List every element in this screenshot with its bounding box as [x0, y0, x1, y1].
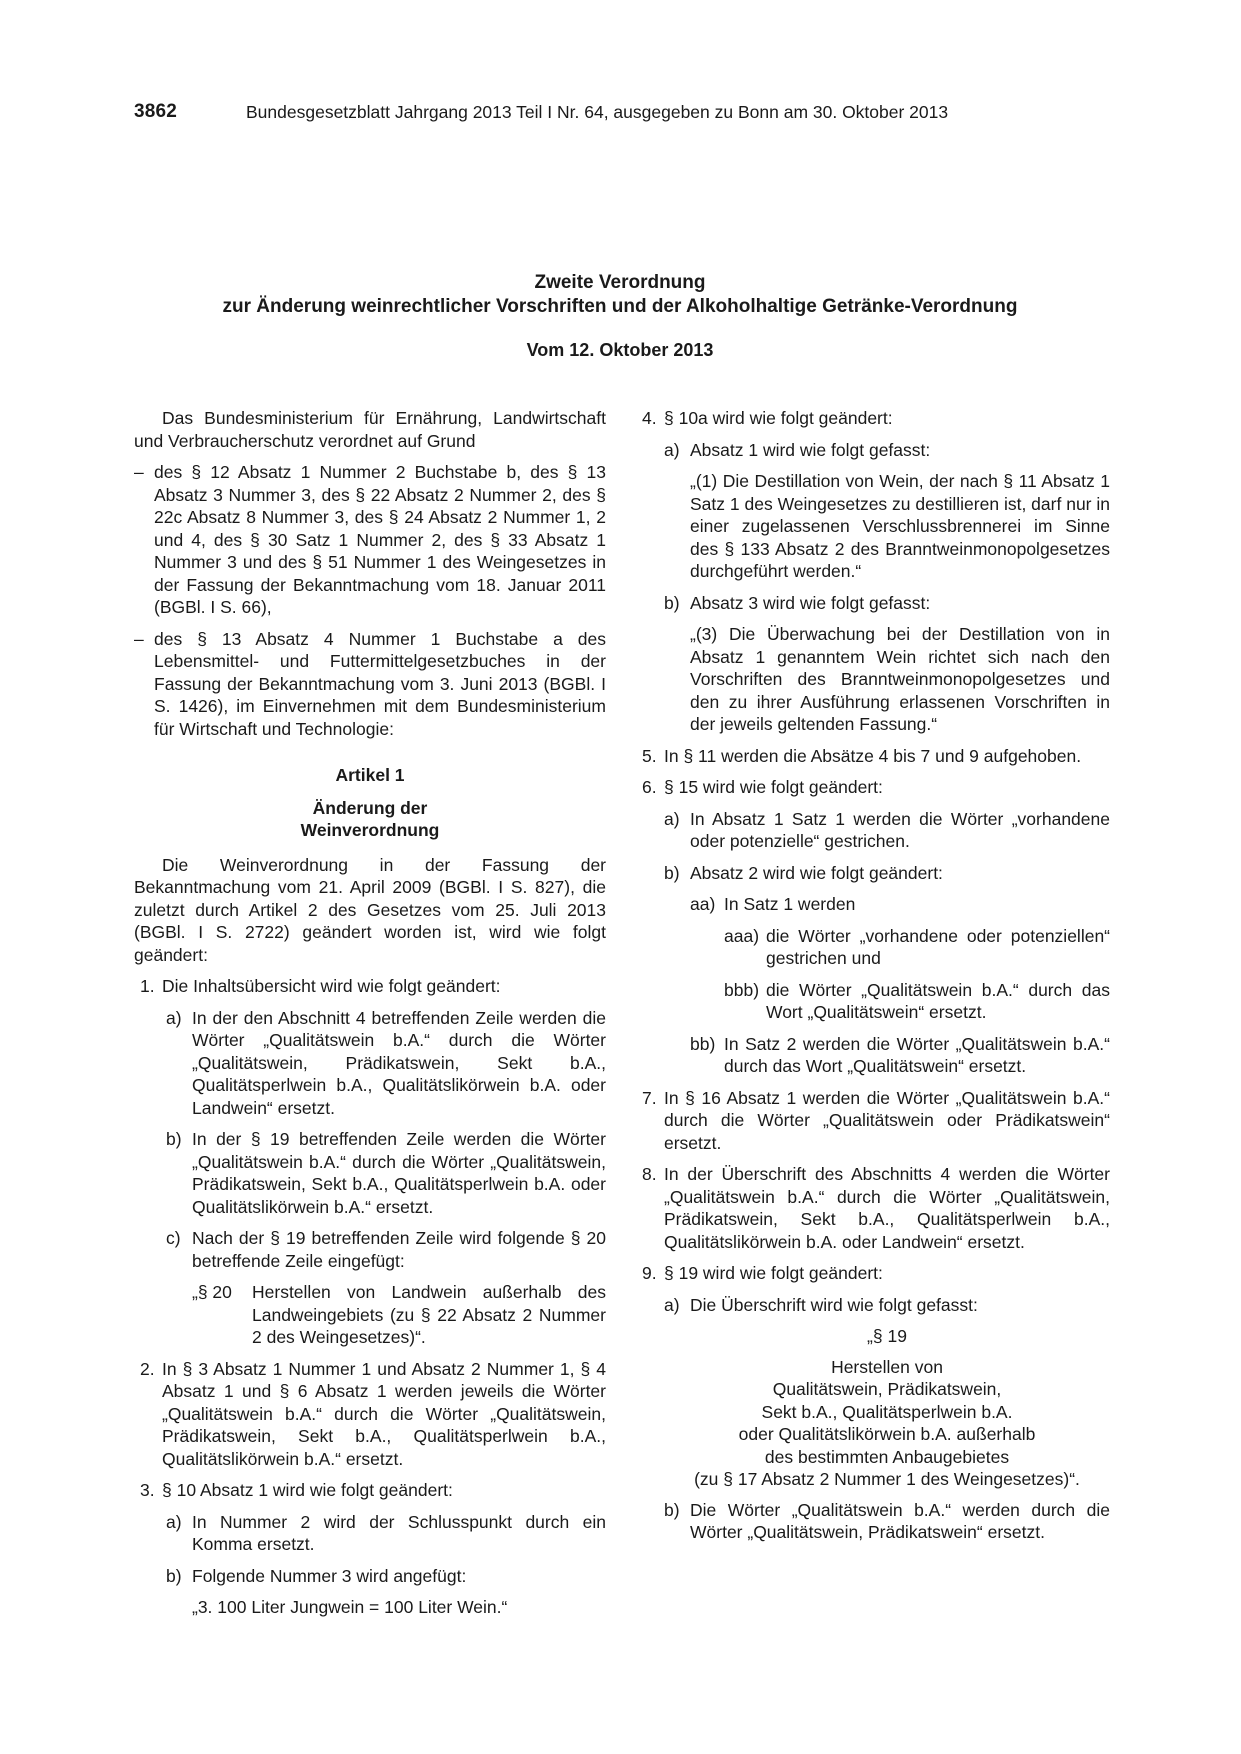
item-number: 3.	[140, 1480, 155, 1500]
dash-marker: –	[134, 628, 144, 649]
sub-sub-item-text: In Satz 2 werden die Wörter „Qualitätswein b.A.“ durch das Wort „Qualitätswein“ ersetzt.	[724, 1033, 1110, 1076]
quoted-heading-line: „§ 19	[867, 1326, 907, 1346]
item-text: § 10a wird wie folgt geändert:	[664, 408, 893, 428]
document-subtitle: zur Änderung weinrechtlicher Vorschriften und der Alkoholhaltige Getränke-Verordnung	[222, 296, 1018, 317]
sub-item-letter: b)	[664, 1499, 680, 1520]
list-item	[642, 1262, 1110, 1285]
quoted-heading-line: Qualitätswein, Prädikatswein,	[772, 1379, 1002, 1399]
sub-item	[166, 1227, 606, 1272]
intro-paragraph: Das Bundesministerium für Ernährung, Landwirtschaft und Verbraucherschutz verordnet auf Grund	[134, 408, 606, 451]
list-item	[642, 745, 1110, 768]
sub-item-text: Nach der § 19 betreffenden Zeile wird folgende § 20 betreffende Zeile eingefügt:	[192, 1228, 606, 1271]
sub-item-text: Absatz 3 wird wie folgt gefasst:	[690, 592, 931, 613]
legal-basis-text: des § 13 Absatz 4 Nummer 1 Buchstabe a des Lebensmittel- und Futtermittelgesetzbuches in der Fassung der Bekanntmachung vom 3. Juni 2013 (BGBl. I S. 1426), im Einvernehmen mit dem Bundesministerium für Wirtschaft und Technologie:	[154, 628, 606, 739]
sub-sub-item-text: In Satz 1 werden	[724, 894, 856, 914]
quoted-text: „3. 100 Liter Jungwein = 100 Liter Wein.“	[192, 1597, 508, 1617]
sub-sub-item	[690, 893, 1110, 916]
sub-item-letter: b)	[664, 592, 680, 613]
item-number: 7.	[642, 1087, 657, 1108]
item-text: Die Inhaltsübersicht wird wie folgt geändert:	[162, 976, 501, 996]
sub-item-text: In der den Abschnitt 4 betreffenden Zeile werden die Wörter „Qualitätswein b.A.“ durch die Wörter „Qualitätswein, Prädikatswein, Sekt b.A., Qualitätsperlwein b.A., Qualitätslikörwein b.A. oder Landwein“ ersetzt.	[192, 1007, 606, 1118]
running-head: Bundesgesetzblatt Jahrgang 2013 Teil I Nr. 64, ausgegeben zu Bonn am 30. Oktober 2013	[246, 102, 949, 122]
sub-item-letter: a)	[166, 1007, 182, 1028]
sub-item-text: Die Überschrift wird wie folgt gefasst:	[690, 1294, 978, 1315]
sub-item-letter: a)	[664, 1294, 680, 1315]
sub-item-letter: b)	[166, 1129, 182, 1149]
list-item	[642, 776, 1110, 799]
list-item	[140, 1479, 606, 1502]
sub-item	[166, 1128, 606, 1218]
sub-item-text: Absatz 2 wird wie folgt geändert:	[690, 862, 943, 883]
item-number: 6.	[642, 777, 657, 797]
sub-item-text: In Nummer 2 wird der Schlusspunkt durch ein Komma ersetzt.	[192, 1511, 606, 1554]
legal-basis-text: des § 12 Absatz 1 Nummer 2 Buchstabe b, des § 13 Absatz 3 Nummer 3, des § 22 Absatz 2 Nummer 2, des § 22c Absatz 8 Nummer 3, des § 24 Absatz 2 Nummer 1, 2 und 4, des § 30 Satz 1 Nummer 2, des § 33 Absatz 1 Nummer 3 und des § 51 Nummer 1 des Weingesetzes in der Fassung der Bekanntmachung vom 18. Januar 2011 (BGBl. I S. 66),	[154, 462, 606, 617]
quoted-toc-line	[192, 1281, 606, 1349]
sub-sub-sub-item-letter: bbb)	[724, 979, 760, 1000]
sub-sub-sub-item-text: die Wörter „vorhandene oder potenziellen“ gestrichen und	[766, 925, 1110, 968]
sub-item	[664, 439, 1110, 462]
left-column	[134, 407, 606, 1628]
quoted-heading-line: (zu § 17 Absatz 2 Nummer 1 des Weingesetzes)“.	[694, 1469, 1080, 1489]
item-number: 4.	[642, 408, 657, 428]
article-subheading-line: Weinverordnung	[300, 820, 440, 840]
item-number: 9.	[642, 1263, 657, 1283]
quoted-section-number: „§ 20	[192, 1282, 232, 1302]
legal-basis-item	[134, 461, 606, 619]
quoted-heading-line: Herstellen von	[831, 1356, 943, 1377]
sub-item-letter: b)	[664, 862, 680, 883]
item-text: In der Überschrift des Abschnitts 4 werden die Wörter „Qualitätswein b.A.“ durch die Wörter „Qualitätswein, Prädikatswein, Sekt b.A., Qualitätsperlwein b.A., Qualitätslikörwein b.A. oder Landwein“ ersetzt.	[664, 1164, 1110, 1252]
article-heading: Artikel 1	[335, 765, 405, 785]
page-number: 3862	[134, 101, 178, 122]
sub-item-text: In Absatz 1 Satz 1 werden die Wörter „vorhandene oder potenzielle“ gestrichen.	[690, 808, 1110, 851]
item-text: In § 3 Absatz 1 Nummer 1 und Absatz 2 Nummer 1, § 4 Absatz 1 und § 6 Absatz 1 werden jeweils die Wörter „Qualitätswein b.A.“ durch die Wörter „Qualitätswein, Prädikatswein, Sekt b.A., Qualitätsperlwein b.A., Qualitätslikörwein b.A.“ ersetzt.	[162, 1358, 606, 1469]
document-date: Vom 12. Oktober 2013	[526, 340, 714, 360]
item-text: § 15 wird wie folgt geändert:	[664, 777, 883, 797]
sub-sub-sub-item-text: die Wörter „Qualitätswein b.A.“ durch das Wort „Qualitätswein“ ersetzt.	[766, 979, 1110, 1022]
quoted-heading-line: Sekt b.A., Qualitätsperlwein b.A.	[761, 1401, 1013, 1422]
sub-item	[664, 1499, 1110, 1544]
quoted-heading-line: des bestimmten Anbaugebietes	[764, 1446, 1010, 1467]
sub-sub-item	[690, 1033, 1110, 1078]
sub-item	[664, 862, 1110, 885]
sub-item-letter: b)	[166, 1565, 182, 1586]
sub-sub-sub-item-letter: aaa)	[724, 925, 760, 946]
quoted-heading	[664, 1325, 1110, 1491]
item-text: In § 16 Absatz 1 werden die Wörter „Qualitätswein b.A.“ durch die Wörter „Qualitätswein oder Prädikatswein“ ersetzt.	[664, 1087, 1110, 1153]
list-item	[642, 1163, 1110, 1253]
sub-sub-sub-item	[724, 979, 1110, 1024]
sub-item	[664, 808, 1110, 853]
dash-marker: –	[134, 462, 144, 482]
quoted-text: „(1) Die Destillation von Wein, der nach § 11 Absatz 1 Satz 1 des Weingesetzes zu destillieren ist, darf nur in einer zugelassenen Verschlussbrennerei im Sinne des § 133 Absatz 2 des Branntweinmonopolgesetzes durchgeführt werden.“	[690, 471, 1110, 581]
sub-item-letter: c)	[166, 1228, 181, 1248]
sub-item-letter: a)	[664, 808, 680, 829]
list-item	[140, 975, 606, 998]
sub-item-letter: a)	[664, 439, 680, 460]
sub-sub-item-letter: aa)	[690, 894, 716, 914]
article-subheading-line: Änderung der	[312, 797, 428, 818]
item-number: 1.	[140, 976, 155, 996]
sub-item	[166, 1565, 606, 1588]
sub-item	[664, 1294, 1110, 1317]
article-intro: Die Weinverordnung in der Fassung der Bekanntmachung vom 21. April 2009 (BGBl. I S. 827), die zuletzt durch Artikel 2 des Gesetzes vom 25. Juli 2013 (BGBl. I S. 2722) geändert worden ist, wird wie folgt geändert:	[134, 854, 606, 965]
item-text: § 10 Absatz 1 wird wie folgt geändert:	[162, 1480, 453, 1500]
list-item	[642, 1087, 1110, 1155]
sub-sub-item-letter: bb)	[690, 1033, 716, 1054]
item-text: In § 11 werden die Absätze 4 bis 7 und 9 aufgehoben.	[664, 745, 1082, 766]
right-column	[642, 407, 1110, 1553]
quoted-text: „(3) Die Überwachung bei der Destillation von in Absatz 1 genanntem Wein richtet sich nach den Vorschriften des Branntweinmonopolgesetzes und den zu ihrer Ausführung erlassenen Vorschriften in der jeweils geltenden Fassung.“	[690, 624, 1110, 734]
list-item	[140, 1358, 606, 1471]
sub-item	[166, 1511, 606, 1556]
sub-item	[664, 592, 1110, 615]
sub-item-text: Die Wörter „Qualitätswein b.A.“ werden durch die Wörter „Qualitätswein, Prädikatswein“ ersetzt.	[690, 1499, 1110, 1542]
item-text: § 19 wird wie folgt geändert:	[664, 1263, 883, 1283]
document-title: Zweite Verordnung	[534, 272, 706, 293]
sub-item-text: In der § 19 betreffenden Zeile werden die Wörter „Qualitätswein b.A.“ durch die Wörter „Qualitätswein, Prädikatswein, Sekt b.A., Qualitätsperlwein b.A. oder Qualitätslikörwein b.A.“ ersetzt.	[192, 1129, 606, 1217]
sub-item-text: Absatz 1 wird wie folgt gefasst:	[690, 439, 931, 460]
item-number: 2.	[140, 1358, 155, 1379]
sub-item	[166, 1007, 606, 1120]
item-number: 5.	[642, 745, 657, 766]
quoted-heading-line: oder Qualitätslikörwein b.A. außerhalb	[738, 1424, 1036, 1444]
article-subheading	[134, 797, 606, 842]
sub-sub-sub-item	[724, 925, 1110, 970]
item-number: 8.	[642, 1164, 657, 1184]
sub-item-text: Folgende Nummer 3 wird angefügt:	[192, 1565, 467, 1586]
sub-item-letter: a)	[166, 1511, 182, 1532]
legal-basis-item	[134, 628, 606, 741]
list-item	[642, 407, 1110, 430]
quoted-section-title: Herstellen von Landwein außerhalb des Landweingebiets (zu § 22 Absatz 2 Nummer 2 des Weingesetzes)“.	[252, 1282, 606, 1347]
